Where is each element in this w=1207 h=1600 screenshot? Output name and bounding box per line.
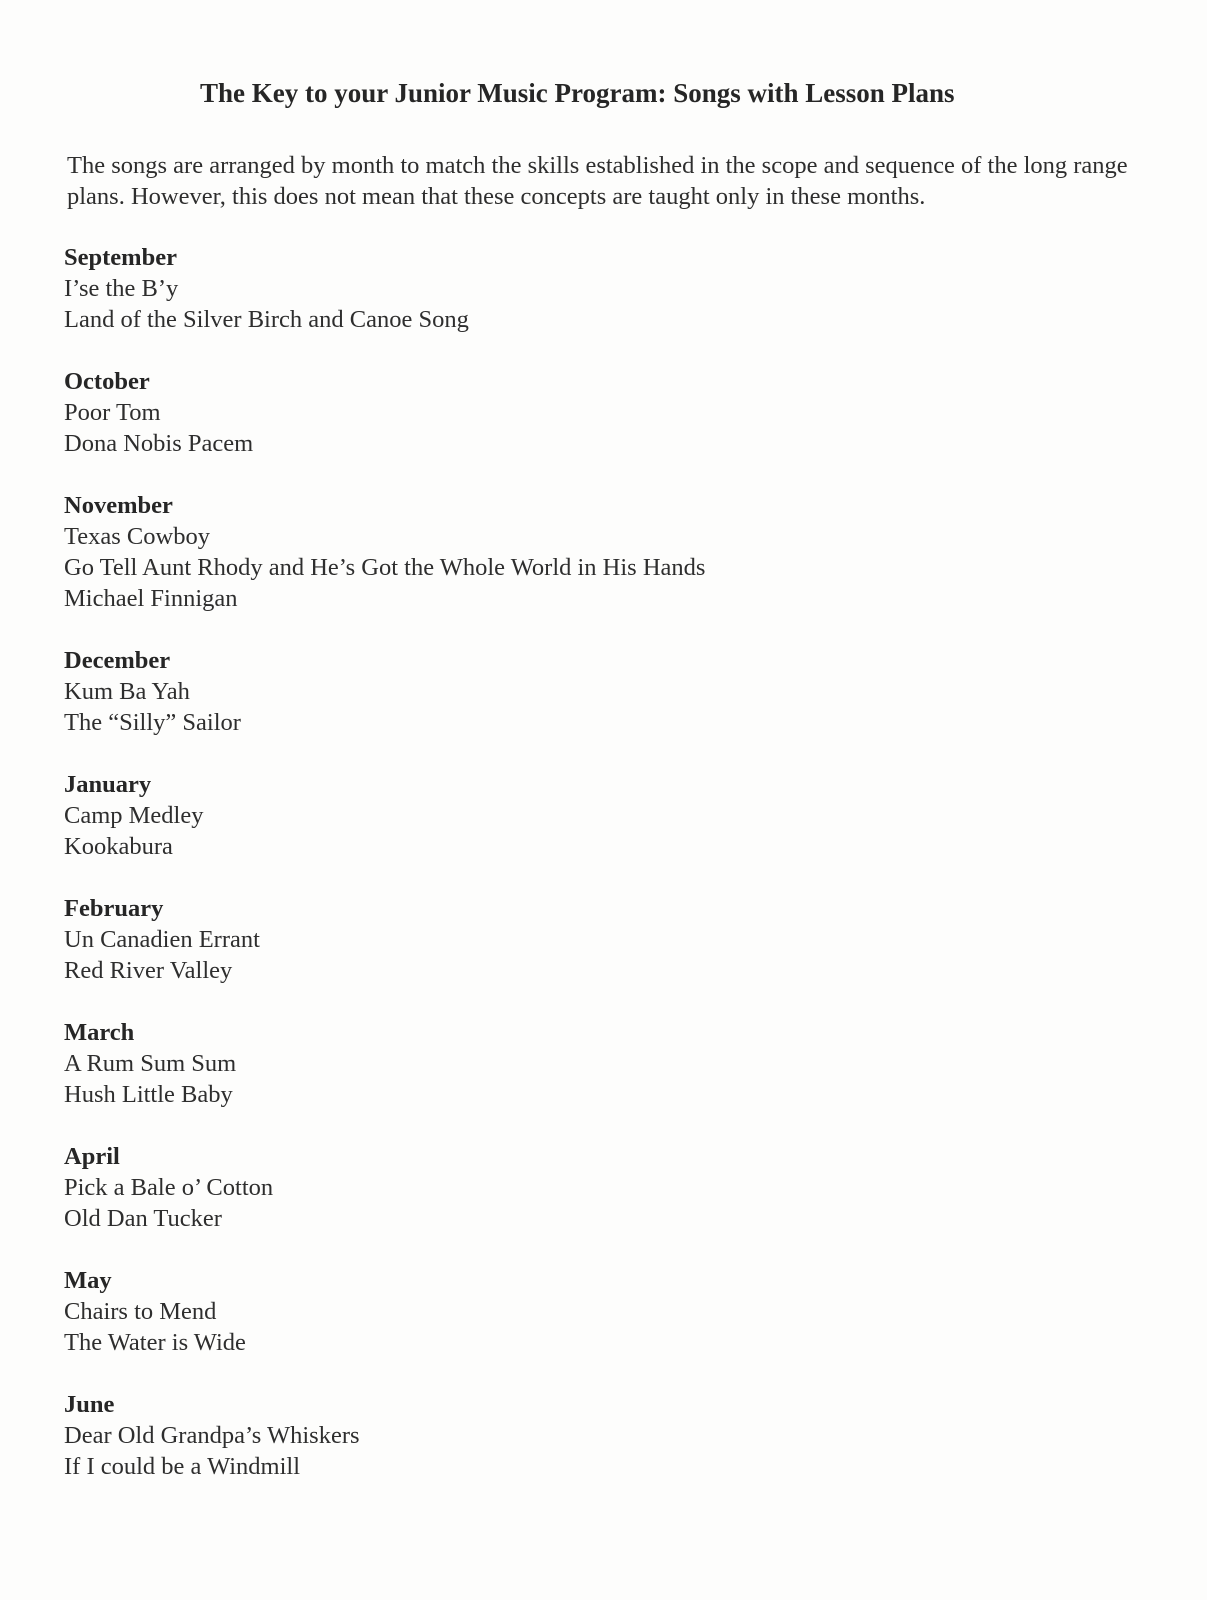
month-heading: May <box>64 1267 112 1294</box>
song-title: Dona Nobis Pacem <box>64 430 254 457</box>
month-section-june <box>64 1389 964 1482</box>
intro-paragraph: The songs are arranged by month to match the skills established in the scope and sequence of the long range plans. However, this does not mean that these concepts are taught only in these months. <box>67 152 1128 210</box>
month-heading: September <box>64 244 177 271</box>
month-section-may <box>64 1265 964 1358</box>
song-title: Kum Ba Yah <box>64 678 190 705</box>
song-title: I’se the B’y <box>64 275 179 302</box>
song-title: Un Canadien Errant <box>64 926 260 953</box>
month-section-january <box>64 769 964 862</box>
song-title: Land of the Silver Birch and Canoe Song <box>64 306 469 333</box>
song-title: The “Silly” Sailor <box>64 709 241 736</box>
song-title: Kookabura <box>64 833 173 860</box>
page-title: The Key to your Junior Music Program: Songs with Lesson Plans <box>200 78 955 108</box>
month-heading: November <box>64 492 173 519</box>
month-heading: February <box>64 895 164 922</box>
song-title: Dear Old Grandpa’s Whiskers <box>64 1422 360 1449</box>
month-list <box>64 242 964 1513</box>
month-section-november <box>64 490 964 614</box>
month-section-september <box>64 242 964 335</box>
month-heading: March <box>64 1019 135 1046</box>
month-section-october <box>64 366 964 459</box>
song-title: Hush Little Baby <box>64 1081 233 1108</box>
song-title: A Rum Sum Sum <box>64 1050 237 1077</box>
song-title: The Water is Wide <box>64 1329 246 1356</box>
song-title: Chairs to Mend <box>64 1298 217 1325</box>
song-title: Texas Cowboy <box>64 523 210 550</box>
song-title: Pick a Bale o’ Cotton <box>64 1174 274 1201</box>
month-section-april <box>64 1141 964 1234</box>
song-title: Michael Finnigan <box>64 585 238 612</box>
month-heading: December <box>64 647 171 674</box>
song-title: Go Tell Aunt Rhody and He’s Got the Whole World in His Hands <box>64 554 706 581</box>
song-title: Old Dan Tucker <box>64 1205 222 1232</box>
month-heading: January <box>64 771 152 798</box>
month-section-march <box>64 1017 964 1110</box>
month-heading: April <box>64 1143 120 1170</box>
song-title: If I could be a Windmill <box>64 1453 301 1480</box>
song-title: Red River Valley <box>64 957 233 984</box>
month-heading: June <box>64 1391 115 1418</box>
month-section-december <box>64 645 964 738</box>
month-section-february <box>64 893 964 986</box>
song-title: Poor Tom <box>64 399 161 426</box>
month-heading: October <box>64 368 150 395</box>
song-title: Camp Medley <box>64 802 204 829</box>
